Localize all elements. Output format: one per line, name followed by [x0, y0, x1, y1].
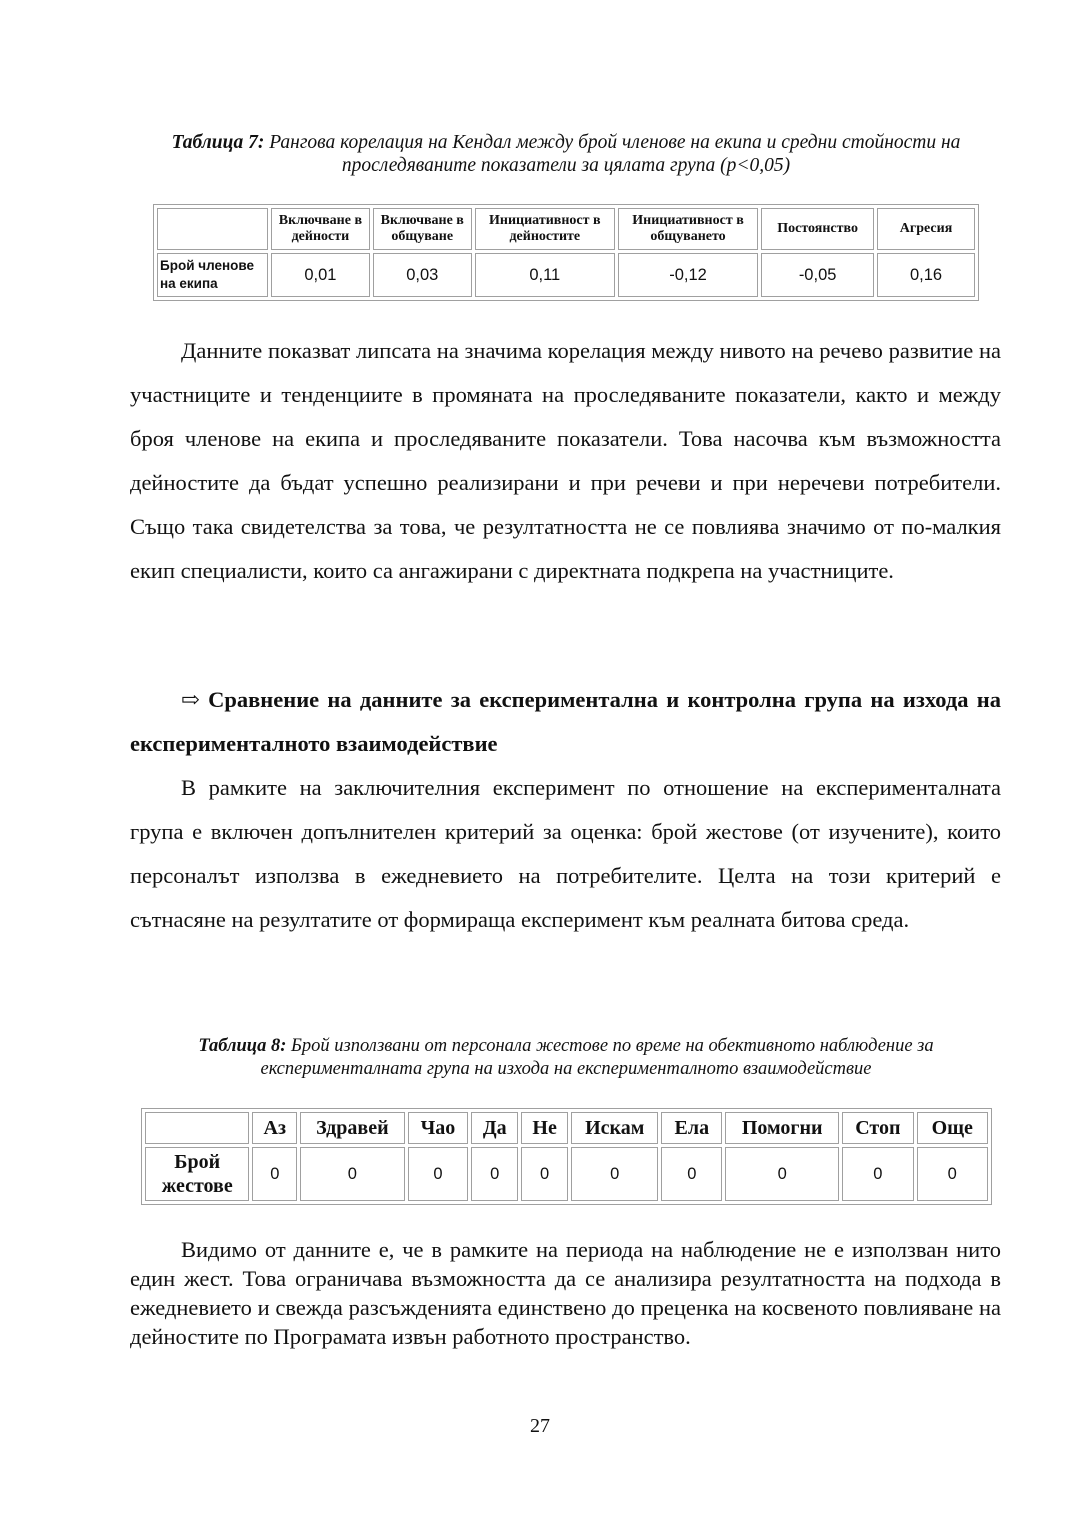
- table-7-value-cell: 0,16: [877, 253, 975, 297]
- table-8-row-label: Брой жестове: [145, 1147, 249, 1201]
- table-7-header-cell: Агресия: [877, 208, 975, 250]
- table-8-header-row: [145, 1112, 988, 1144]
- table-7-caption: [128, 131, 1004, 177]
- table-7-value-cell: -0,05: [761, 253, 874, 297]
- table-8-header-cell: Стоп: [842, 1112, 913, 1144]
- table-7-data-row: [157, 253, 975, 297]
- table-8-value-cell: 0: [521, 1147, 568, 1201]
- table-8-header-cell: Не: [521, 1112, 568, 1144]
- paragraph-conclusion: Видимо от данните е, че в рамките на периода на наблюдение не е използван нито един жест. Това ограничава възможността да се анализира резултатността на подхода в ежедневието и свежда разсъжденията единствено до преценка на косвеното повлияване на дейностите по Програмата извън работното пространство.: [130, 1237, 1001, 1349]
- section-heading-text: Сравнение на данните за експериментална и контролна група на изхода на експерименталното взаимодействие: [130, 687, 1001, 756]
- section-heading: [130, 678, 1001, 766]
- table-8-header-cell: Аз: [252, 1112, 297, 1144]
- table-7: [153, 204, 979, 301]
- arrow-right-icon: ⇨: [181, 687, 200, 712]
- table-8-value-cell: 0: [571, 1147, 658, 1201]
- table-7-header-cell: Инициативност в дейностите: [475, 208, 615, 250]
- table-8-data-row: [145, 1147, 988, 1201]
- table-8-value-cell: 0: [471, 1147, 518, 1201]
- table-8-caption-label: Таблица 8:: [198, 1036, 287, 1056]
- table-8-value-cell: 0: [725, 1147, 839, 1201]
- table-8-corner-cell: [145, 1112, 249, 1144]
- table-8-header-cell: Още: [917, 1112, 988, 1144]
- table-8-caption-text: Брой използвани от персонала жестове по време на обективното наблюдение за експерименталната група на изхода на експерименталното взаимодействие: [260, 1036, 934, 1079]
- table-7-header-row: [157, 208, 975, 250]
- table-8-value-cell: 0: [252, 1147, 297, 1201]
- table-7-header-cell: Включване в дейности: [271, 208, 370, 250]
- table-8-value-cell: 0: [842, 1147, 913, 1201]
- table-8: [141, 1108, 992, 1205]
- table-8-value-cell: 0: [661, 1147, 722, 1201]
- table-8-header-cell: Здравей: [300, 1112, 404, 1144]
- table-7-value-cell: 0,03: [373, 253, 472, 297]
- table-8-header-cell: Искам: [571, 1112, 658, 1144]
- table-7-row-label: Брой членове на екипа: [157, 253, 268, 297]
- table-8-header-cell: Помогни: [725, 1112, 839, 1144]
- table-8-value-cell: 0: [408, 1147, 469, 1201]
- table-8-header-cell: Да: [471, 1112, 518, 1144]
- table-8-value-cell: 0: [917, 1147, 988, 1201]
- table-7-corner-cell: [157, 208, 268, 250]
- table-8-header-cell: Чао: [408, 1112, 469, 1144]
- table-7-header-cell: Включване в общуване: [373, 208, 472, 250]
- table-7-value-cell: 0,11: [475, 253, 615, 297]
- table-8-caption: [128, 1035, 1004, 1081]
- paragraph-correlation-findings: Данните показват липсата на значима корелация между нивото на речево развитие на участниците и тенденциите в промяната на проследяваните показатели, както и между броя членове на екипа и проследяваните показатели. Това насочва към възможността дейностите да бъдат успешно реализирани и при речеви и при неречеви потребители. Също така свидетелства за това, че резултатността не се повлиява значимо от по-малкия екип специалисти, които са ангажирани с директната подкрепа на участниците.: [130, 338, 1001, 583]
- table-7-value-cell: -0,12: [618, 253, 758, 297]
- table-8-header-cell: Ела: [661, 1112, 722, 1144]
- table-7-header-cell: Постоянство: [761, 208, 874, 250]
- table-7-caption-text: Рангова корелация на Кендал между брой членове на екипа и средни стойности на проследяваните показатели за цялата група (p<0,05): [269, 132, 961, 176]
- paragraph-additional-criterion: В рамките на заключителния експеримент по отношение на експерименталната група е включен допълнителен критерий за оценка: брой жестове (от изучените), които персоналът използва в ежедневието на потребителите. Целта на този критерий е сътнасяне на резултатите от формираща експеримент към реалната битова среда.: [130, 775, 1001, 932]
- page-number: 27: [530, 1415, 550, 1437]
- table-8-value-cell: 0: [300, 1147, 404, 1201]
- table-7-caption-label: Таблица 7:: [171, 132, 265, 153]
- table-7-value-cell: 0,01: [271, 253, 370, 297]
- table-7-header-cell: Инициативност в общуването: [618, 208, 758, 250]
